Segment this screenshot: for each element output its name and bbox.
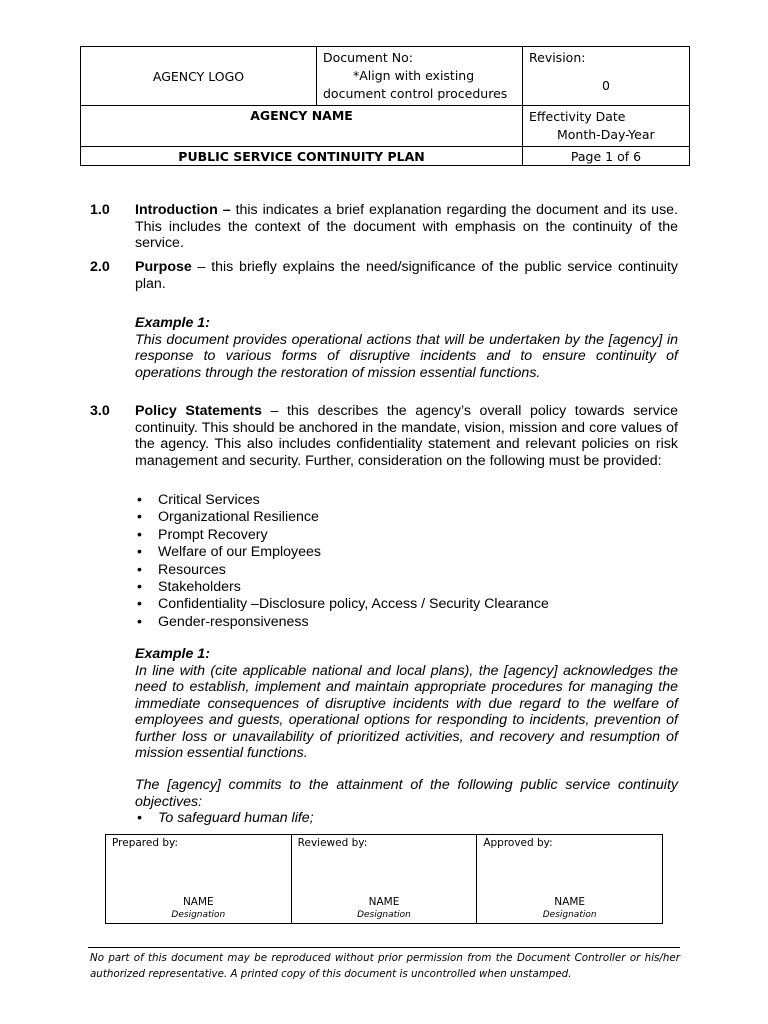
- signature-table: [105, 834, 663, 924]
- document-no-note-line2: document control procedures: [323, 86, 508, 101]
- approved-by-designation: Designation: [542, 910, 597, 920]
- document-no-note-line1: *Align with existing: [353, 68, 475, 83]
- objectives-list: [135, 810, 314, 827]
- section-title: Policy Statements: [135, 403, 262, 419]
- document-header-table: [80, 46, 690, 166]
- list-item: • Critical Services: [135, 492, 549, 509]
- prepared-by-designation: Designation: [171, 910, 226, 920]
- commitment-statement: The [agency] commits to the attainment of the following public service continuity objectives:: [135, 777, 678, 810]
- revision-label: Revision:: [529, 50, 586, 65]
- list-item: • Gender-responsiveness: [135, 614, 549, 631]
- prepared-by-cell: [106, 835, 292, 924]
- document-no-label: Document No:: [323, 50, 413, 65]
- reviewed-by-label: Reviewed by:: [297, 837, 368, 849]
- purpose-example: [135, 315, 678, 381]
- document-title-cell: [81, 147, 523, 166]
- revision-value: 0: [602, 78, 610, 93]
- reviewed-by-name: NAME: [368, 896, 400, 908]
- list-item: • Confidentiality –Disclosure policy, Access / Security Clearance: [135, 596, 549, 613]
- prepared-by-name: NAME: [182, 896, 214, 908]
- section-purpose: [90, 259, 678, 292]
- agency-name: AGENCY NAME: [250, 108, 353, 123]
- approved-by-cell: [477, 835, 663, 924]
- prepared-by-label: Prepared by:: [112, 837, 178, 849]
- section-number: 1.0: [90, 202, 110, 218]
- section-text: – this describes the agency’s overall policy towards service continuity. This should be anchored in the mandate, vision, mission and core values of the agency. This also includes confidentiality statement and relevant policies on risk management and security. Further, consideration on the following must be provided:: [135, 403, 679, 469]
- list-item: • Prompt Recovery: [135, 527, 549, 544]
- agency-logo: AGENCY LOGO: [152, 68, 245, 84]
- effectivity-cell: [523, 106, 690, 147]
- page-number-cell: [523, 147, 690, 166]
- approved-by-label: Approved by:: [483, 837, 553, 849]
- example-text: This document provides operational actions that will be undertaken by the [agency] in response to various forms of disruptive incidents and to ensure continuity of operations through the restoration of mission essential functions.: [135, 331, 678, 381]
- agency-name-cell: [81, 106, 523, 147]
- effectivity-value: Month-Day-Year: [557, 127, 655, 142]
- section-text: this indicates a brief explanation regarding the document and its use. This includes the context of the document with emphasis on the continuity of the service.: [135, 202, 678, 251]
- list-item: • Welfare of our Employees: [135, 544, 549, 561]
- policy-example: [135, 646, 678, 762]
- revision-cell: [523, 47, 690, 106]
- policy-considerations-list: [135, 492, 549, 631]
- list-item: • Stakeholders: [135, 579, 549, 596]
- footer-divider: [88, 947, 680, 948]
- section-policy-statements: [90, 403, 678, 469]
- document-title: PUBLIC SERVICE CONTINUITY PLAN: [178, 148, 425, 164]
- section-title: Introduction –: [135, 202, 231, 218]
- section-number: 3.0: [90, 403, 110, 419]
- page-number: Page 1 of 6: [570, 148, 642, 164]
- example-text: In line with (cite applicable national and local plans), the [agency] acknowledges the need to establish, implement and maintain appropriate procedures for managing the immediate consequences of disruptive incidents with due regard to the welfare of employees and guests, operational options for responding to incidents, prevention of further loss or unavailability of prioritized activities, and recovery and resumption of mission essential functions.: [135, 662, 678, 761]
- list-item: • Organizational Resilience: [135, 509, 549, 526]
- effectivity-label: Effectivity Date: [529, 109, 626, 124]
- footer-disclaimer: No part of this document may be reproduced without prior permission from the Document Controller or his/her authorized representative. A printed copy of this document is uncontrolled when unstamped.: [90, 952, 680, 980]
- section-title: Purpose: [135, 259, 192, 275]
- section-text: – this briefly explains the need/significance of the public service continuity plan.: [135, 259, 678, 292]
- document-no-cell: [317, 47, 523, 106]
- list-item: • To safeguard human life;: [135, 810, 314, 827]
- example-heading: Example 1:: [135, 315, 210, 331]
- example-heading: Example 1:: [135, 646, 210, 662]
- approved-by-name: NAME: [554, 896, 586, 908]
- reviewed-by-designation: Designation: [357, 910, 411, 920]
- list-item: • Resources: [135, 562, 549, 579]
- agency-logo-cell: [81, 47, 317, 106]
- section-number: 2.0: [90, 259, 110, 275]
- section-introduction: [90, 202, 678, 252]
- commitment-text: [135, 777, 678, 810]
- reviewed-by-cell: [291, 835, 477, 924]
